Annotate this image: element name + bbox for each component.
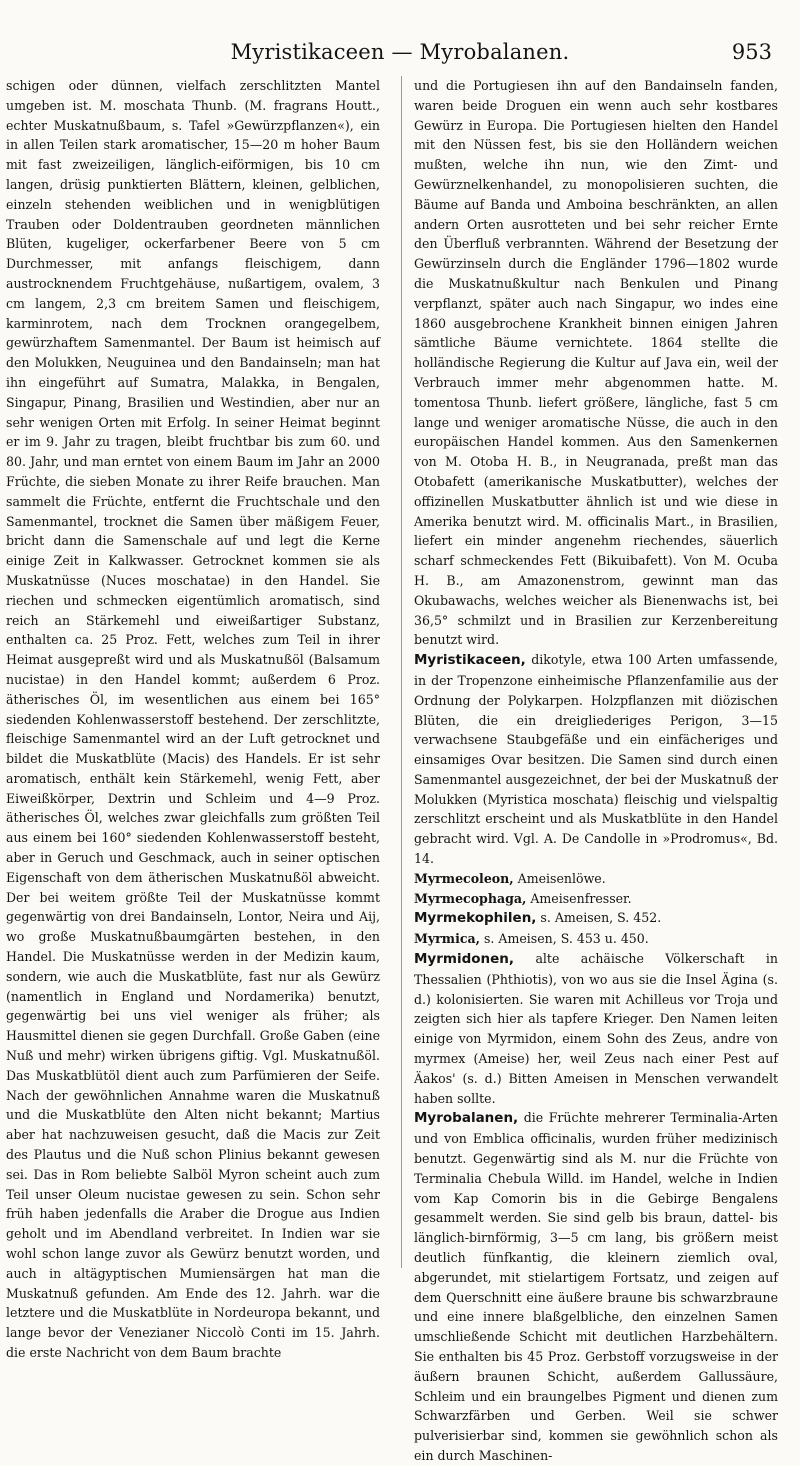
entry-text: alte achäische Völkerschaft in Thessalien (Phthiotis), von wo aus sie die Insel Ägina (s. d.) kolonisierten. Sie waren mit Achilleus vor Troja und zeigten sich hier als tapfere Krieger. Den Namen leiten einige von Myrmidon, einem Sohn des Zeus, andre von myrmex (Ameise) her, weil Zeus nach einer Pest auf Äakos' (s. d.) Bitten Ameisen in Menschen verwandelt haben sollte. [414,951,778,1106]
entry-myrmekophilen [414,908,778,929]
entry-myrmecoleon [414,869,778,889]
left-column-text: schigen oder dünnen, vielfach zerschlitzten Mantel umgeben ist. M. moschata Thunb. (M. fragrans Houtt., echter Muskatnußbaum, s. Tafel »Gewürzpflanzen«), ein in allen Teilen stark aromatischer, 15—20 m hoher Baum mit fast zweizeiligen, länglich-eiförmigen, bis 10 cm langen, drüsig punktierten Blättern, kleinen, gelblichen, einzeln stehenden weiblichen und in wenigblütigen Trauben oder Doldentrauben geordneten männlichen Blüten, kugeliger, ockerfarbener Beere von 5 cm Durchmesser, mit anfangs fleischigem, dann austrocknendem Fruchtgehäuse, nußartigem, ovalem, 3 cm langem, 2,3 cm breitem Samen und fleischigem, karminrotem, nach dem Trocknen orangegelbem, gewürzhaftem Samenmantel. Der Baum ist heimisch auf den Molukken, Neuguinea und den Bandainseln; man hat ihn eingeführt auf Sumatra, Malakka, in Bengalen, Singapur, Pinang, Brasilien und Westindien, aber nur an sehr wenigen Orten mit Erfolg. In seiner Heimat beginnt er im 9. Jahr zu tragen, bleibt fruchtbar bis zum 60. und 80. Jahr, und man erntet von einem Baum im Jahr an 2000 Früchte, die sieben Monate zu ihrer Reife brauchen. Man sammelt die Früchte, entfernt die Fruchtschale und den Samenmantel, trocknet die Samen über mäßigem Feuer, bricht dann die Samenschale auf und legt die Kerne einige Zeit in Kalkwasser. Getrocknet kommen sie als Muskatnüsse (Nuces moschatae) in den Handel. Sie riechen und schmecken eigentümlich aromatisch, sind reich an Stärkemehl und eiweißartiger Substanz, enthalten ca. 25 Proz. Fett, welches zum Teil in ihrer Heimat ausgepreßt wird und als Muskatnußöl (Balsamum nucistae) in den Handel kommt; außerdem 6 Proz. ätherisches Öl, im wesentlichen aus einem bei 165° siedenden Kohlenwasserstoff bestehend. Der zerschlitzte, fleischige Samenmantel wird an der Luft getrocknet und bildet die Muskatblüte (Macis) des Handels. Er ist sehr aromatisch, enthält kein Stärkemehl, wenig Fett, aber Eiweißkörper, Dextrin und Schleim und 4—9 Proz. ätherisches Öl, welches zwar gleichfalls zum größten Teil aus einem bei 160° siedenden Kohlenwasserstoff besteht, aber in Geruch und Geschmack, auch in seiner optischen Eigenschaft von dem ätherischen Muskatnußöl abweicht. Der bei weitem größte Teil der Muskatnüsse kommt gegenwärtig von drei Bandainseln, Lontor, Neira und Aij, wo große Muskatnußbaumgärten bestehen, in den Handel. Die Muskatnüsse werden in der Medizin kaum, sondern, wie auch die Muskatblüte, fast nur als Gewürz (namentlich in England und Nordamerika) benutzt, gegenwärtig bei uns viel weniger als früher; als Hausmittel dienen sie gegen Durchfall. Große Gaben (eine Nuß und mehr) wirken übrigens giftig. Vgl. Muskatnußöl. Das Muskatblütöl dient auch zum Parfümieren der Seife. Nach der gewöhnlichen Annahme waren die Muskatnuß und die Muskatblüte den Alten nicht bekannt; Martius aber hat nachzuweisen gesucht, daß die Macis zur Zeit des Plautus und die Nuß schon Plinius bekannt gewesen sei. Das in Rom beliebte Salböl Myron scheint auch zum Teil unser Oleum nucistae gewesen zu sein. Schon sehr früh haben jedenfalls die Araber die Drogue aus Indien geholt und im Abendland verbreitet. In Indien war sie wohl schon lange zuvor als Gewürz benutzt worden, und auch in altägyptischen Mumiensärgen hat man die Muskatnuß gefunden. Am Ende des 12. Jahrh. war die letztere und die Muskatblüte in Nordeuropa bekannt, und lange bevor der Venezianer Niccolò Conti im 15. Jahrh. die erste Nachricht von dem Baum brachte [6,78,380,1360]
headword: Myrmica, [414,931,480,947]
entry-myrmecophaga [414,889,778,909]
column-divider [401,76,402,1268]
left-column [6,76,380,1363]
right-column [414,76,778,1466]
entry-myrobalanen [414,1108,778,1465]
entry-text: s. Ameisen, S. 452. [536,910,662,926]
entry-myristikaceen [414,650,778,869]
page-number: 953 [731,40,772,64]
entry-text: Ameisenlöwe. [513,870,606,886]
entry-text: die Früchte mehrerer Terminalia-Arten und von Emblica officinalis, wurden früher medizinisch benutzt. Gegenwärtig sind als M. nur die Früchte von Terminalia Chebula Willd. im Handel, welche in Indien vom Kap Comorin bis in die Gebirge Bengalens gesammelt werden. Sie sind gelb bis braun, dattel- bis länglich-birnförmig, 3—5 cm lang, bis größern meist deutlich fünfkantig, die kleinern ziemlich oval, abgerundet, mit stielartigem Fortsatz, und zeigen auf dem Querschnitt eine äußere braune bis schwarzbraune und eine innere blaßgelbliche, den einzelnen Samen umschließende Schicht mit deutlichen Harzbehältern. Sie enthalten bis 45 Proz. Gerbstoff vorzugsweise in der äußern braunen Schicht, außerdem Gallussäure, Schleim und ein braungelbes Pigment und dienen zum Schwarzfärben und Gerben. Weil sie schwer pulverisierbar sind, kommen sie gewöhnlich schon als ein durch Maschinen- [414,1110,778,1463]
headword: Myrmekophilen, [414,910,537,927]
headword: Myrmecoleon, [414,870,514,886]
headword: Myrmecophaga, [414,890,527,906]
headword: Myrobalanen, [414,1110,519,1127]
entry-text: dikotyle, etwa 100 Arten umfassende, in der Tropenzone einheimische Pflanzenfamilie aus der Ordnung der Polykarpen. Holzpflanzen mit diözischen Blüten, die ein dreigliederiges Perigon, 3—15 verwachsene Staubgefäße und ein einfächeriges und einsamiges Ovar besitzen. Die Samen sind durch einen Samenmantel ausgezeichnet, der bei der Muskatnuß der Molukken (Myristica moschata) fleischig und vielspaltig zerschlitzt erscheint und als Muskatblüte in den Handel gebracht wird. Vgl. A. De Candolle in »Prodromus«, Bd. 14. [414,652,778,867]
running-title: Myristikaceen — Myrobalanen. [230,40,570,64]
entry-text: Ameisenfresser. [526,890,632,906]
entry-myrmidonen [414,949,778,1108]
entry-text: s. Ameisen, S. 453 u. 450. [479,931,649,947]
page-header [0,40,800,76]
entry-myrmica [414,929,778,949]
headword: Myristikaceen, [414,652,526,669]
right-column-paragraph-1: und die Portugiesen ihn auf den Bandainseln fanden, waren beide Droguen ein wenn auch sehr kostbares Gewürz in Europa. Die Portugiesen hielten den Handel mit den Nüssen fest, bis sie den Holländern weichen mußten, welche ihn nun, wie den Zimt- und Gewürznelkenhandel, zu monopolisieren suchten, die Bäume auf Banda und Amboina beschränkten, an allen andern Orten ausrotteten und bei sehr reicher Ernte den Überfluß verbrannten. Während der Besetzung der Gewürzinseln durch die Engländer 1796—1802 wurde die Muskatnußkultur nach Benkulen und Pinang verpflanzt, später auch nach Singapur, wo indes eine 1860 ausgebrochene Krankheit binnen einigen Jahren sämtliche Bäume vernichtete. 1864 stellte die holländische Regierung die Kultur auf Java ein, weil der Verbrauch immer mehr abgenommen hatte. M. tomentosa Thunb. liefert größere, längliche, fast 5 cm lange und weniger aromatische Nüsse, die auch in den europäischen Handel kommen. Aus den Samenkernen von M. Otoba H. B., in Neugranada, preßt man das Otobafett (amerikanische Muskatbutter), welches der offizinellen Muskatbutter ähnlich ist und wie diese in Amerika benutzt wird. M. officinalis Mart., in Brasilien, liefert ein minder angenehm riechendes, säuerlich scharf schmeckendes Fett (Bikuibafett). Von M. Ocuba H. B., am Amazonenstrom, gewinnt man das Okubawachs, welches weicher als Bienenwachs ist, bei 36,5° schmilzt und in Brasilien zur Kerzenbereitung benutzt wird. [414,78,778,648]
headword: Myrmidonen, [414,951,515,968]
